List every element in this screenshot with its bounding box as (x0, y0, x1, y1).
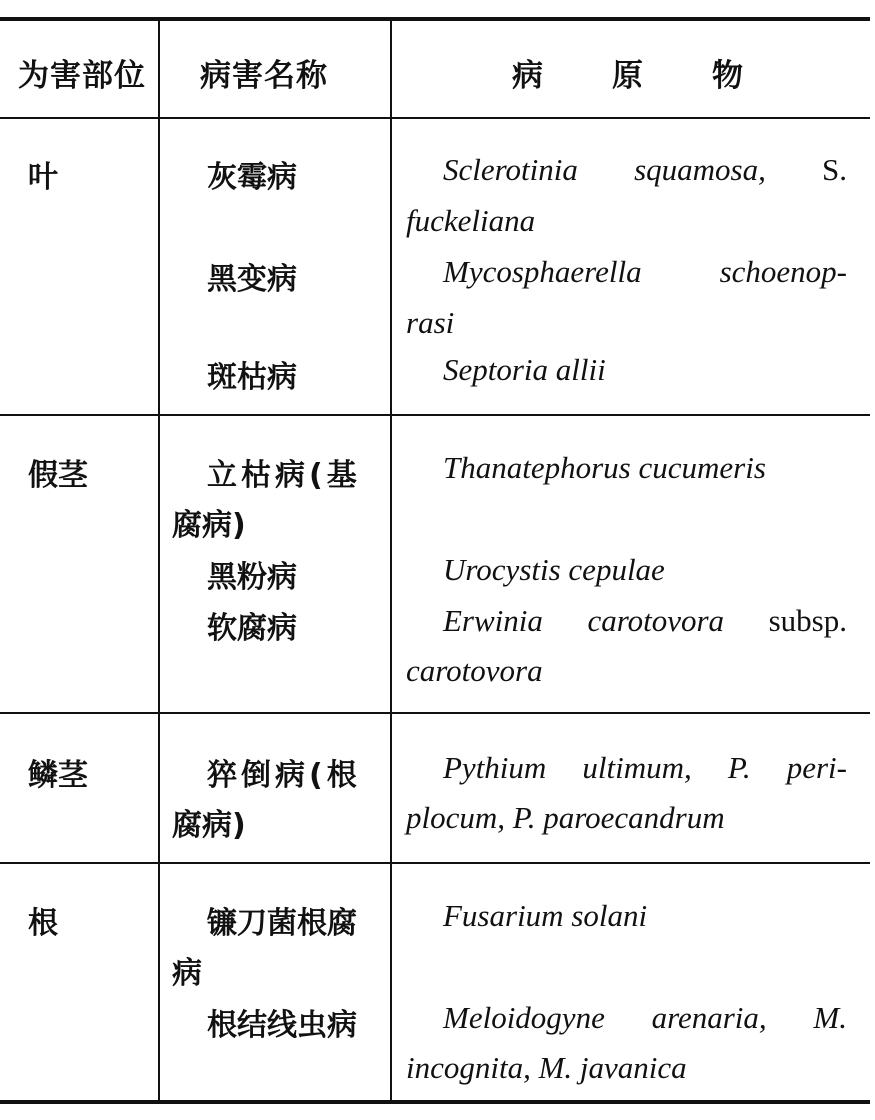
group-divider-rule (0, 414, 870, 416)
header-pathogen-char: 原 (612, 58, 644, 94)
header-bottom-rule (0, 117, 870, 119)
pathogen-line: incognita, M. javanica (406, 1050, 687, 1085)
table-top-rule (0, 17, 870, 21)
pathogen-word: M. (813, 1000, 847, 1035)
pathogen-line: carotovora (406, 653, 543, 688)
pathogen-word: squamosa, (634, 152, 766, 187)
pathogen-line: Thanatephorus cucumeris (443, 450, 766, 485)
pathogen-word: P. (727, 750, 751, 785)
pathogen-word: Sclerotinia (443, 152, 578, 187)
pathogen-word: schoenop- (719, 254, 847, 289)
disease-name: 灰霉病 (207, 160, 297, 195)
pathogen-line (443, 603, 847, 639)
disease-name: 软腐病 (207, 611, 297, 646)
pathogen-word: S. (822, 152, 847, 187)
table-bottom-rule (0, 1100, 870, 1104)
column-divider (158, 19, 160, 1102)
header-pathogen (512, 50, 744, 95)
pathogen-word: Pythium (443, 750, 547, 785)
disease-name: 腐病) (172, 808, 246, 843)
disease-name: 根结线虫病 (207, 1008, 357, 1043)
header-disease-name: 病害名称 (200, 58, 328, 94)
disease-name: 黑粉病 (207, 560, 297, 595)
pathogen-word: carotovora (587, 603, 725, 638)
pathogen-line (443, 152, 847, 188)
pathogen-word: arenaria, (651, 1000, 767, 1035)
pathogen-line: fuckeliana (406, 203, 536, 238)
header-pathogen-char: 物 (712, 58, 744, 94)
pathogen-line (443, 1000, 847, 1036)
disease-name: 黑变病 (207, 262, 297, 297)
pathogen-line: rasi (406, 305, 455, 340)
pathogen-line: plocum, P. paroecandrum (406, 800, 725, 835)
pathogen-word: Meloidogyne (443, 1000, 605, 1035)
disease-name: 镰刀菌根腐 (207, 906, 357, 941)
part-cell: 叶 (28, 160, 58, 195)
disease-name: 猝倒病(根 (207, 758, 361, 793)
pathogen-word: ultimum, (582, 750, 692, 785)
group-divider-rule (0, 862, 870, 864)
pathogen-word: Erwinia (443, 603, 543, 638)
pathogen-word: peri- (786, 750, 847, 785)
part-cell: 假茎 (28, 458, 88, 493)
pathogen-line: Septoria allii (443, 352, 606, 387)
pathogen-line (443, 254, 847, 290)
pathogen-line (443, 750, 847, 786)
pathogen-word: Mycosphaerella (443, 254, 642, 289)
part-cell: 鳞茎 (28, 758, 88, 793)
header-part: 为害部位 (18, 58, 146, 94)
disease-name: 斑枯病 (207, 360, 297, 395)
header-pathogen-char: 病 (512, 58, 544, 94)
part-cell: 根 (28, 906, 58, 941)
column-divider (390, 19, 392, 1102)
pathogen-line: Urocystis cepulae (443, 552, 665, 587)
pathogen-line: Fusarium solani (443, 898, 648, 933)
group-divider-rule (0, 712, 870, 714)
disease-name: 腐病) (172, 508, 246, 543)
pathogen-word: subsp. (768, 603, 847, 638)
disease-name: 立枯病(基 (207, 458, 361, 493)
disease-name: 病 (172, 956, 202, 991)
